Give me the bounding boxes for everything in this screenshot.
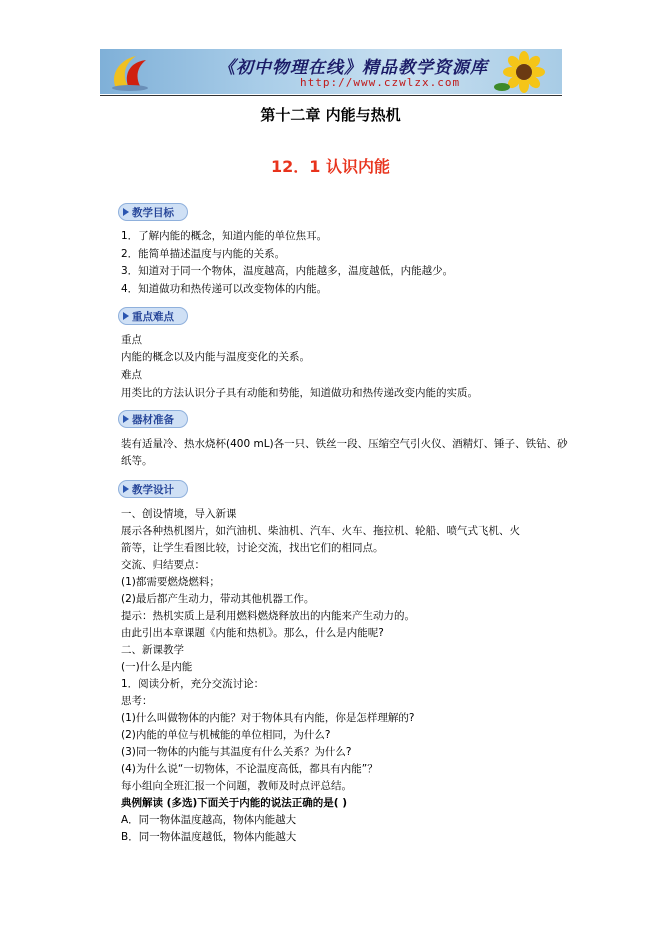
arrow-icon: [123, 312, 129, 320]
design-line: (2)最后都产生动力，带动其他机器工作。: [121, 593, 315, 605]
banner-url[interactable]: http://www.czwlzx.com: [300, 76, 461, 89]
design-line: (一)什么是内能: [121, 661, 193, 673]
design-line: 箭等，让学生看图比较，讨论交流，找出它们的相同点。: [121, 542, 384, 554]
design-line: 由此引出本章课题《内能和热机》。那么，什么是内能呢?: [121, 627, 384, 639]
design-line: (3)同一物体的内能与其温度有什么关系？为什么?: [121, 746, 352, 758]
tag-label: 教学设计: [132, 484, 174, 496]
design-line: (1)都需要燃烧燃料；: [121, 576, 220, 588]
arrow-icon: [123, 485, 129, 493]
key-point-line: 重点: [121, 334, 142, 346]
key-point-line: 难点: [121, 369, 142, 381]
section-title: 12．1 认识内能: [271, 157, 390, 176]
design-line: (1)什么叫做物体的内能？对于物体具有内能，你是怎样理解的?: [121, 712, 415, 724]
design-line: 一、创设情境，导入新课: [121, 508, 237, 520]
objective-item: 2．能简单描述温度与内能的关系。: [121, 248, 286, 260]
key-point-line: 内能的概念以及内能与温度变化的关系。: [121, 351, 310, 363]
header-rule: [100, 95, 562, 96]
tag-key-points: [118, 307, 188, 325]
logo-icon: [106, 52, 154, 92]
objective-item: 3．知道对于同一个物体，温度越高，内能越多，温度越低，内能越少。: [121, 265, 454, 277]
tag-objectives: [118, 203, 188, 221]
design-line: 展示各种热机图片，如汽油机、柴油机、汽车、火车、拖拉机、轮船、喷气式飞机、火: [121, 525, 520, 537]
sunflower-icon: [494, 51, 554, 93]
tag-materials: [118, 410, 188, 428]
design-line: 思考：: [121, 695, 153, 707]
chapter-title: 第十二章 内能与热机: [260, 106, 401, 124]
design-line: (2)内能的单位与机械能的单位相同，为什么?: [121, 729, 331, 741]
tag-label: 重点难点: [132, 311, 174, 323]
arrow-icon: [123, 415, 129, 423]
materials-text: 装有适量冷、热水烧杯(400 mL)各一只、铁丝一段、压缩空气引火仪、酒精灯、锤子、铁钻、砂纸等。: [121, 438, 568, 467]
header-banner: [100, 49, 562, 94]
banner-title: 《初中物理在线》精品教学资源库: [218, 58, 488, 78]
example-question: 典例解读 (多选)下面关于内能的说法正确的是( ): [121, 797, 348, 809]
design-line: 二、新课教学: [121, 644, 184, 656]
tag-design: [118, 480, 188, 498]
option-b: B．同一物体温度越低，物体内能越大: [121, 831, 297, 843]
tag-label: 器材准备: [132, 414, 174, 426]
design-line: 提示：热机实质上是利用燃料燃烧释放出的内能来产生动力的。: [121, 610, 415, 622]
tag-label: 教学目标: [132, 207, 174, 219]
design-line: (4)为什么说“一切物体，不论温度高低，都具有内能”？: [121, 763, 378, 775]
arrow-icon: [123, 208, 129, 216]
design-line: 1．阅读分析，充分交流讨论：: [121, 678, 265, 690]
design-line: 交流、归结要点：: [121, 559, 205, 571]
objective-item: 4．知道做功和热传递可以改变物体的内能。: [121, 283, 328, 295]
option-a: A．同一物体温度越高，物体内能越大: [121, 814, 297, 826]
objective-item: 1．了解内能的概念，知道内能的单位焦耳。: [121, 230, 328, 242]
design-line: 每小组向全班汇报一个问题，教师及时点评总结。: [121, 780, 352, 792]
key-point-line: 用类比的方法认识分子具有动能和势能，知道做功和热传递改变内能的实质。: [121, 387, 478, 399]
